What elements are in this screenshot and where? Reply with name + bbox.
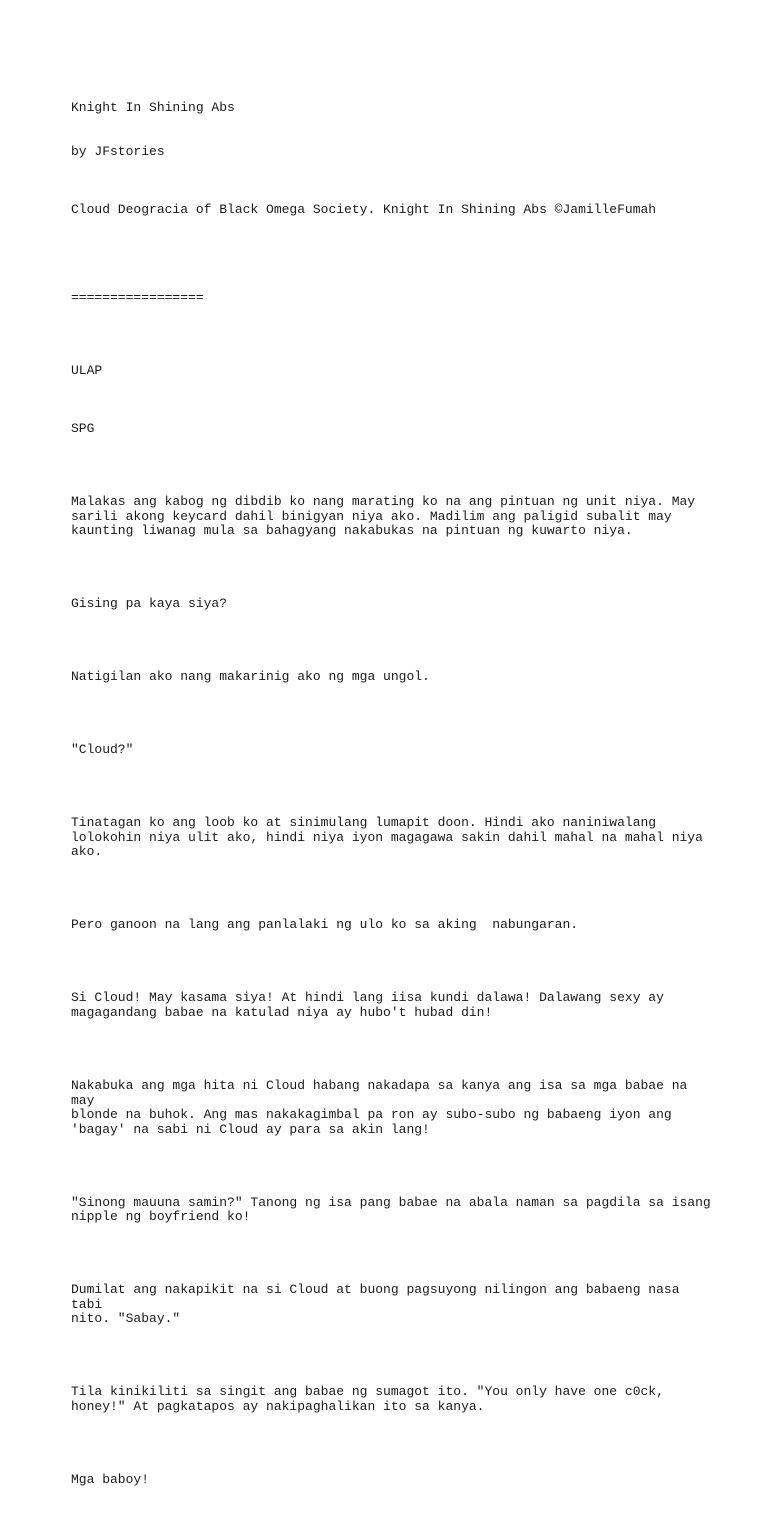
section-divider: ================= (71, 289, 204, 305)
document-body (71, 72, 711, 1517)
paragraph: "Sinong mauuna samin?" Tanong ng isa pang babae na abala naman sa pagdila sa isang nipple ng boyfriend ko! (71, 1194, 711, 1225)
story-title: Knight In Shining Abs (71, 100, 235, 116)
paragraph: Si Cloud! May kasama siya! At hindi lang iisa kundi dalawa! Dalawang sexy ay magagandang babae na katulad niya ay hubo't hubad din! (71, 990, 664, 1021)
story-byline: by JFstories (71, 143, 165, 159)
chapter-tag: SPG (71, 421, 95, 437)
story-credit: Cloud Deogracia of Black Omega Society. Knight In Shining Abs ©JamilleFumah (71, 202, 657, 218)
paragraph: Dumilat ang nakapikit na si Cloud at buong pagsuyong nilingon ang babaeng nasa tabi nito. "Sabay." (71, 1282, 680, 1327)
paragraph: "Cloud?" (71, 742, 134, 758)
paragraph: Malakas ang kabog ng dibdib ko nang marating ko na ang pintuan ng unit niya. May sarili akong keycard dahil binigyan niya ako. Madilim ang paligid subalit may kaunting liwanag mula sa bahagyang nakabukas na pintuan ng kuwarto niya. (71, 494, 696, 539)
paragraph: Mga baboy! (71, 1472, 150, 1488)
paragraph: Gising pa kaya siya? (71, 596, 228, 612)
paragraph: Tinatagan ko ang loob ko at sinimulang lumapit doon. Hindi ako naniniwalang lolokohin niya ulit ako, hindi niya iyon magagawa sakin dahil mahal na mahal niya ako. (71, 815, 703, 860)
paragraph: Tila kinikiliti sa singit ang babae ng sumagot ito. "You only have one c0ck, honey!" At pagkatapos ay nakipaghalikan ito sa kanya. (71, 1384, 664, 1415)
paragraph: Nakabuka ang mga hita ni Cloud habang nakadapa sa kanya ang isa sa mga babae na may blonde na buhok. Ang mas nakakagimbal pa ron ay subo-subo ng babaeng iyon ang 'bagay' na sabi ni Cloud ay para sa akin lang! (71, 1077, 688, 1137)
chapter-title: ULAP (71, 362, 103, 378)
paragraph: Natigilan ako nang makarinig ako ng mga ungol. (71, 669, 430, 685)
paragraph: Pero ganoon na lang ang panlalaki ng ulo ko sa aking nabungaran. (71, 917, 579, 933)
